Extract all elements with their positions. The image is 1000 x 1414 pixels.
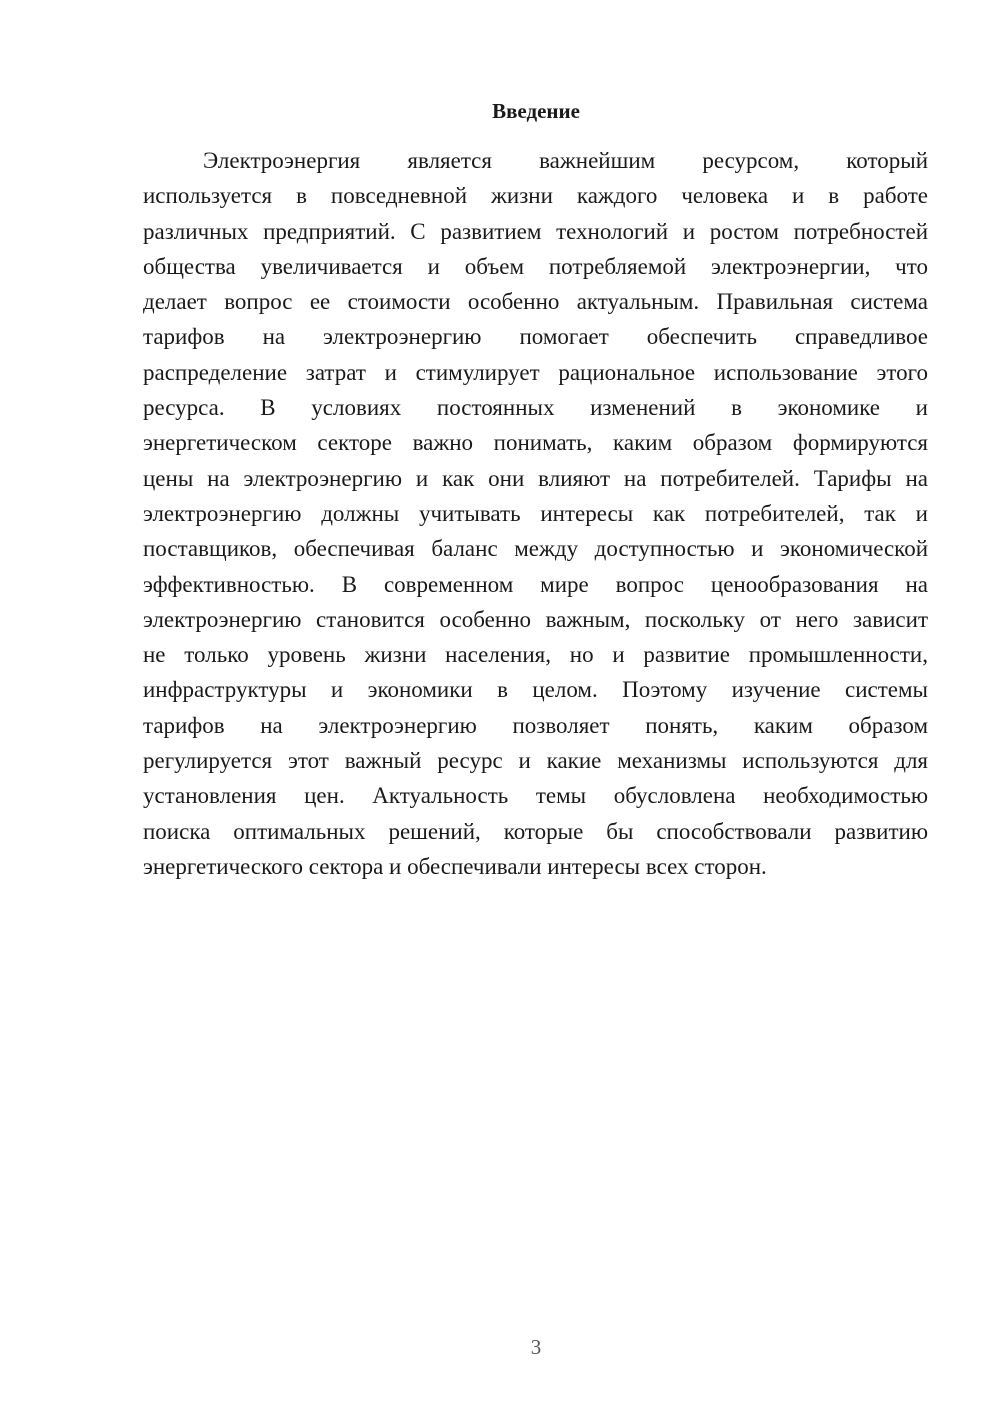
paragraph-line: цены на электроэнергию и как они влияют на потребителей. Тарифы на	[143, 465, 928, 491]
paragraph-line: распределение затрат и стимулирует рациональное использование этого	[143, 359, 928, 385]
paragraph-line: не только уровень жизни населения, но и развитие промышленности,	[143, 642, 928, 668]
paragraph-line: ресурса. В условиях постоянных изменений в экономике и	[143, 395, 928, 421]
body-paragraph	[143, 143, 928, 884]
paragraph-line: эффективностью. В современном мире вопрос ценообразования на	[143, 571, 928, 597]
paragraph-line: энергетическом секторе важно понимать, каким образом формируются	[143, 430, 928, 456]
paragraph-line: общества увеличивается и объем потребляемой электроэнергии, что	[143, 253, 928, 279]
paragraph-line: поставщиков, обеспечивая баланс между доступностью и экономической	[143, 536, 928, 562]
paragraph-line: используется в повседневной жизни каждого человека и в работе	[143, 183, 928, 209]
paragraph-line: инфраструктуры и экономики в целом. Поэтому изучение системы	[143, 677, 928, 703]
paragraph-line: энергетического сектора и обеспечивали интересы всех сторон.	[143, 853, 767, 879]
paragraph-line: Электроэнергия является важнейшим ресурсом, который	[203, 148, 928, 173]
paragraph-line: поиска оптимальных решений, которые бы способствовали развитию	[143, 818, 928, 844]
paragraph-line: регулируется этот важный ресурс и какие механизмы используются для	[143, 748, 928, 774]
paragraph-line: тарифов на электроэнергию помогает обеспечить справедливое	[143, 324, 928, 350]
page-title: Введение	[492, 99, 580, 123]
paragraph-line: электроэнергию становится особенно важным, поскольку от него зависит	[143, 606, 928, 632]
paragraph-line: тарифов на электроэнергию позволяет понять, каким образом	[143, 712, 928, 738]
paragraph-line: электроэнергию должны учитывать интересы как потребителей, так и	[143, 500, 928, 526]
paragraph-line: установления цен. Актуальность темы обусловлена необходимостью	[143, 783, 928, 809]
paragraph-line: делает вопрос ее стоимости особенно актуальным. Правильная система	[143, 289, 928, 315]
paragraph-line: различных предприятий. С развитием технологий и ростом потребностей	[143, 218, 928, 244]
page-number: 3	[530, 1335, 542, 1359]
